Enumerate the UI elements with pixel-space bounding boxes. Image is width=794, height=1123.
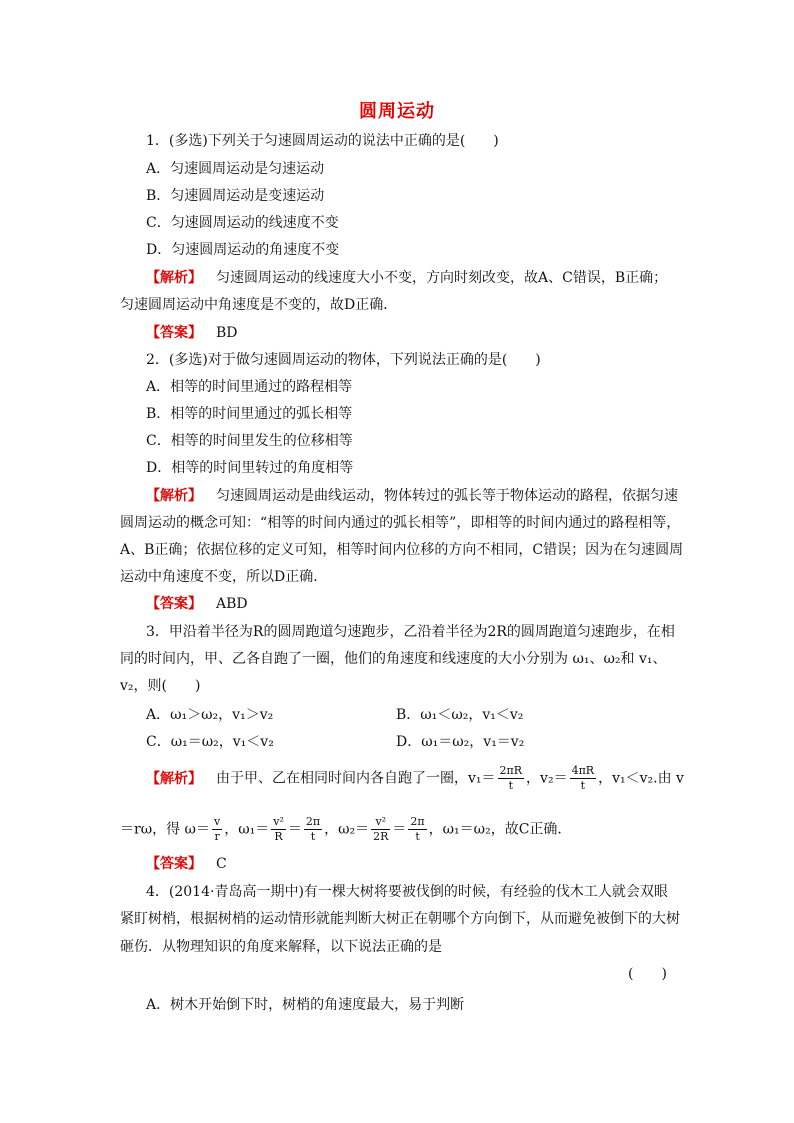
- q2-answer-line: [146, 594, 248, 614]
- fraction-numerator: 2πR: [499, 764, 523, 777]
- q2-option-d: D．相等的时间里转过的角度相等: [146, 460, 354, 476]
- q3-answer-line: [146, 854, 227, 874]
- q3-analysis-text-1a: 由于甲、乙在相同时间内各自跑了一圈，v₁＝: [216, 770, 496, 787]
- q4-stem-line-3: 砸伤．从物理知识的角度来解释，以下说法正确的是: [120, 939, 442, 955]
- q4-answer-bracket: ( ): [628, 966, 667, 982]
- q3-analysis-text-2d: ，ω₂＝: [324, 821, 370, 838]
- q2-option-c: C．相等的时间里发生的位移相等: [146, 433, 353, 449]
- q1-option-b: B．匀速圆周运动是变速运动: [146, 188, 325, 204]
- q1-analysis-tag: 【解析】: [146, 270, 202, 286]
- page-title: 圆周运动: [359, 101, 435, 122]
- fraction-v2-over-2r: [371, 815, 390, 844]
- q1-answer-tag: 【答案】: [146, 325, 202, 341]
- q3-analysis-text-1c: ，v₁＜v₂.由 v: [598, 770, 684, 787]
- q1-option-c: C．匀速圆周运动的线速度不变: [146, 215, 339, 231]
- q2-analysis-text-1: 匀速圆周运动是曲线运动，物体转过的弧长等于物体运动的路程，依据匀速: [216, 488, 678, 504]
- q3-option-b: B．ω₁＜ω₂，v₁＜v₂: [396, 707, 524, 723]
- q3-stem-line-3: v₂，则( ): [120, 678, 201, 694]
- q2-analysis-line-3: A、B正确；依据位移的定义可知，相等时间内位移的方向不相同，C错误；因为在匀速圆周: [120, 542, 684, 558]
- q2-answer-tag: 【答案】: [146, 596, 202, 612]
- q3-analysis-line-2: [120, 815, 571, 844]
- q2-analysis-line-1: [146, 486, 678, 506]
- q3-answer-tag: 【答案】: [146, 856, 202, 872]
- q3-stem-line-2: 同的时间内，甲、乙各自跑了一圈，他们的角速度和线速度的大小分别为 ω₁、ω₂和 v₁、: [120, 651, 667, 667]
- q3-option-c: C．ω₁＝ω₂，v₁＜v₂: [146, 734, 274, 750]
- q3-analysis-tag: 【解析】: [146, 770, 202, 787]
- fraction-numerator: v²: [273, 815, 284, 828]
- fraction-denominator: 2R: [373, 830, 389, 843]
- fraction-2pi-over-t-2: [408, 815, 426, 844]
- fraction-denominator: t: [508, 779, 513, 792]
- q2-analysis-line-4: 运动中角速度不变，所以D正确．: [120, 569, 328, 585]
- fraction-v1: [498, 764, 525, 793]
- q3-option-d: D．ω₁＝ω₂，v₁＝v₂: [396, 734, 525, 750]
- fraction-numerator: 2π: [305, 815, 321, 828]
- q1-answer: BD: [216, 325, 238, 341]
- q2-analysis-line-2: 圆周运动的概念可知：“相等的时间内通过的弧长相等”，即相等的时间内通过的路程相等，: [120, 515, 681, 531]
- q4-stem-line-2: 紧盯树梢，根据树梢的运动情形就能判断大树正在朝哪个方向倒下，从而避免被倒下的大树: [120, 911, 680, 927]
- fraction-2pi-over-t: [304, 815, 322, 844]
- q2-option-b: B．相等的时间里通过的弧长相等: [146, 406, 353, 422]
- q1-analysis-line-1: [146, 268, 667, 288]
- q1-answer-line: [146, 323, 238, 343]
- q3-analysis-text-2f: ，ω₁＝ω₂，故C正确．: [428, 821, 572, 838]
- fraction-denominator: r: [214, 830, 220, 843]
- fraction-v-over-r: [212, 815, 222, 844]
- q3-answer: C: [216, 856, 227, 872]
- fraction-numerator: 2π: [410, 815, 425, 828]
- q2-answer: ABD: [216, 596, 248, 612]
- q3-analysis-text-2b: ，ω₁＝: [224, 821, 270, 838]
- q4-stem-line-1: 4．(2014·青岛高一期中)有一棵大树将要被伐倒的时候，有经验的伐木工人就会双眼: [146, 884, 668, 900]
- q3-analysis-text-2c: ＝: [287, 821, 302, 838]
- q3-analysis-text-2a: ＝rω，得 ω＝: [120, 821, 210, 838]
- q1-analysis-line-2: 匀速圆周运动中角速度是不变的，故D正确．: [120, 297, 398, 313]
- fraction-v2: [570, 764, 597, 793]
- q2-option-a: A．相等的时间里通过的路程相等: [146, 379, 353, 395]
- q1-stem: 1．(多选)下列关于匀速圆周运动的说法中正确的是( ): [146, 133, 499, 149]
- q1-analysis-text-1: 匀速圆周运动的线速度大小不变，方向时刻改变，故A、C错误，B正确；: [216, 270, 668, 286]
- q3-stem-line-1: 3．甲沿着半径为R的圆周跑道匀速跑步，乙沿着半径为2R的圆周跑道匀速跑步，在相: [146, 624, 675, 640]
- q3-analysis-text-1b: ，v₂＝: [526, 770, 568, 787]
- q3-option-a: A．ω₁＞ω₂，v₁＞v₂: [146, 707, 274, 723]
- fraction-denominator: t: [310, 830, 316, 843]
- q1-option-d: D．匀速圆周运动的角速度不变: [146, 242, 340, 258]
- fraction-denominator: t: [415, 830, 420, 843]
- fraction-v2-over-r: [271, 815, 286, 844]
- fraction-numerator: v: [213, 815, 221, 828]
- q4-option-a: A．树木开始倒下时，树梢的角速度最大，易于判断: [146, 997, 465, 1013]
- q2-analysis-tag: 【解析】: [146, 488, 202, 504]
- fraction-numerator: v²: [371, 815, 390, 830]
- fraction-denominator: t: [580, 779, 586, 792]
- q3-analysis-text-2e: ＝: [392, 821, 407, 838]
- q1-option-a: A．匀速圆周运动是匀速运动: [146, 161, 325, 177]
- q2-stem: 2．(多选)对于做匀速圆周运动的物体，下列说法正确的是( ): [146, 352, 541, 368]
- fraction-denominator: R: [274, 830, 283, 843]
- fraction-numerator: 4πR: [571, 764, 595, 777]
- q3-analysis-line-1: [146, 764, 684, 793]
